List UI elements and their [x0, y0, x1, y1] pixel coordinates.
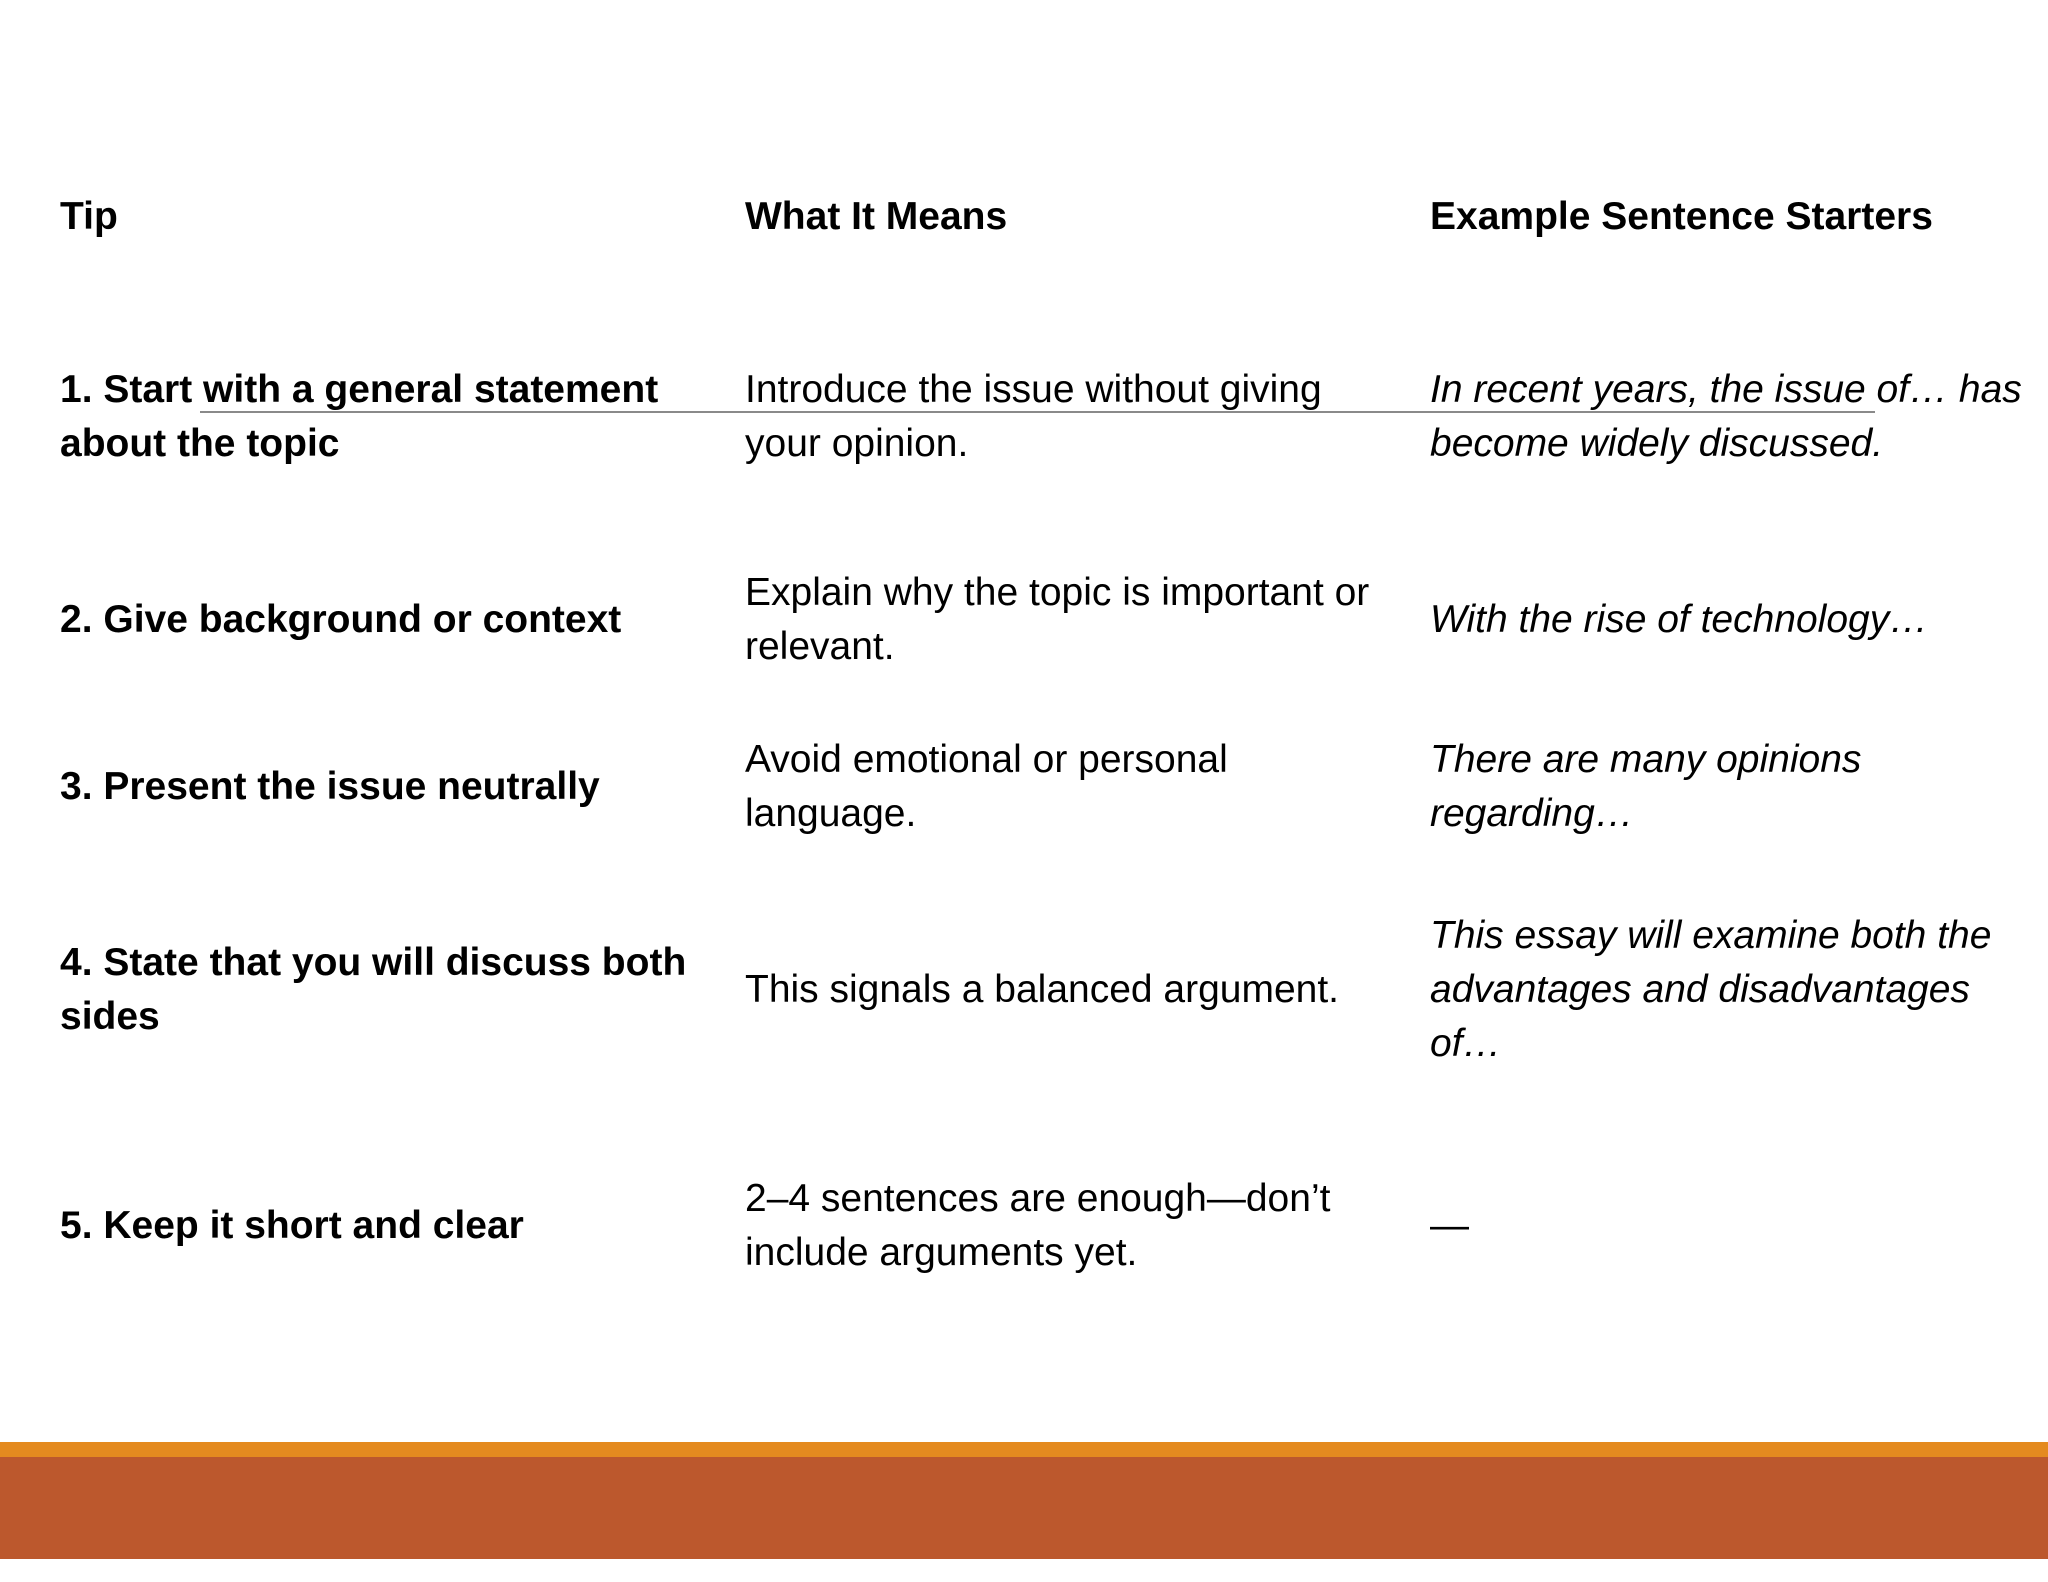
row-1-meaning: Introduce the issue without giving your opinion.: [745, 368, 1322, 465]
row-5-meaning: 2–4 sentences are enough—don’t include arguments yet.: [745, 1177, 1331, 1274]
row-5-tip: 5. Keep it short and clear: [60, 1204, 524, 1247]
row-1-tip: 1. Start with a general statement about the topic: [60, 368, 659, 465]
row-4-example: This essay will examine both the advantages and disadvantages of…: [1430, 914, 1992, 1065]
row-4-tip: 4. State that you will discuss both sides: [60, 941, 687, 1038]
row-3-tip: 3. Present the issue neutrally: [60, 765, 600, 808]
header-example-sentence-starters: Example Sentence Starters: [1430, 195, 1933, 238]
row-1-example: In recent years, the issue of… has become widely discussed.: [1430, 368, 2022, 465]
row-2-example: With the rise of technology…: [1430, 598, 1929, 641]
footer-accent-stripe: [0, 1442, 2048, 1457]
row-2-tip: 2. Give background or context: [60, 598, 622, 641]
header-tip: Tip: [60, 195, 118, 238]
row-5-example: —: [1430, 1204, 1469, 1247]
row-2-meaning: Explain why the topic is important or relevant.: [745, 571, 1370, 668]
header-what-it-means: What It Means: [745, 195, 1008, 238]
divider-line: [200, 411, 1875, 413]
row-3-meaning: Avoid emotional or personal language.: [745, 738, 1228, 835]
row-3-example: There are many opinions regarding…: [1430, 738, 1862, 835]
footer-band: [0, 1457, 2048, 1559]
row-4-meaning: This signals a balanced argument.: [745, 968, 1340, 1011]
